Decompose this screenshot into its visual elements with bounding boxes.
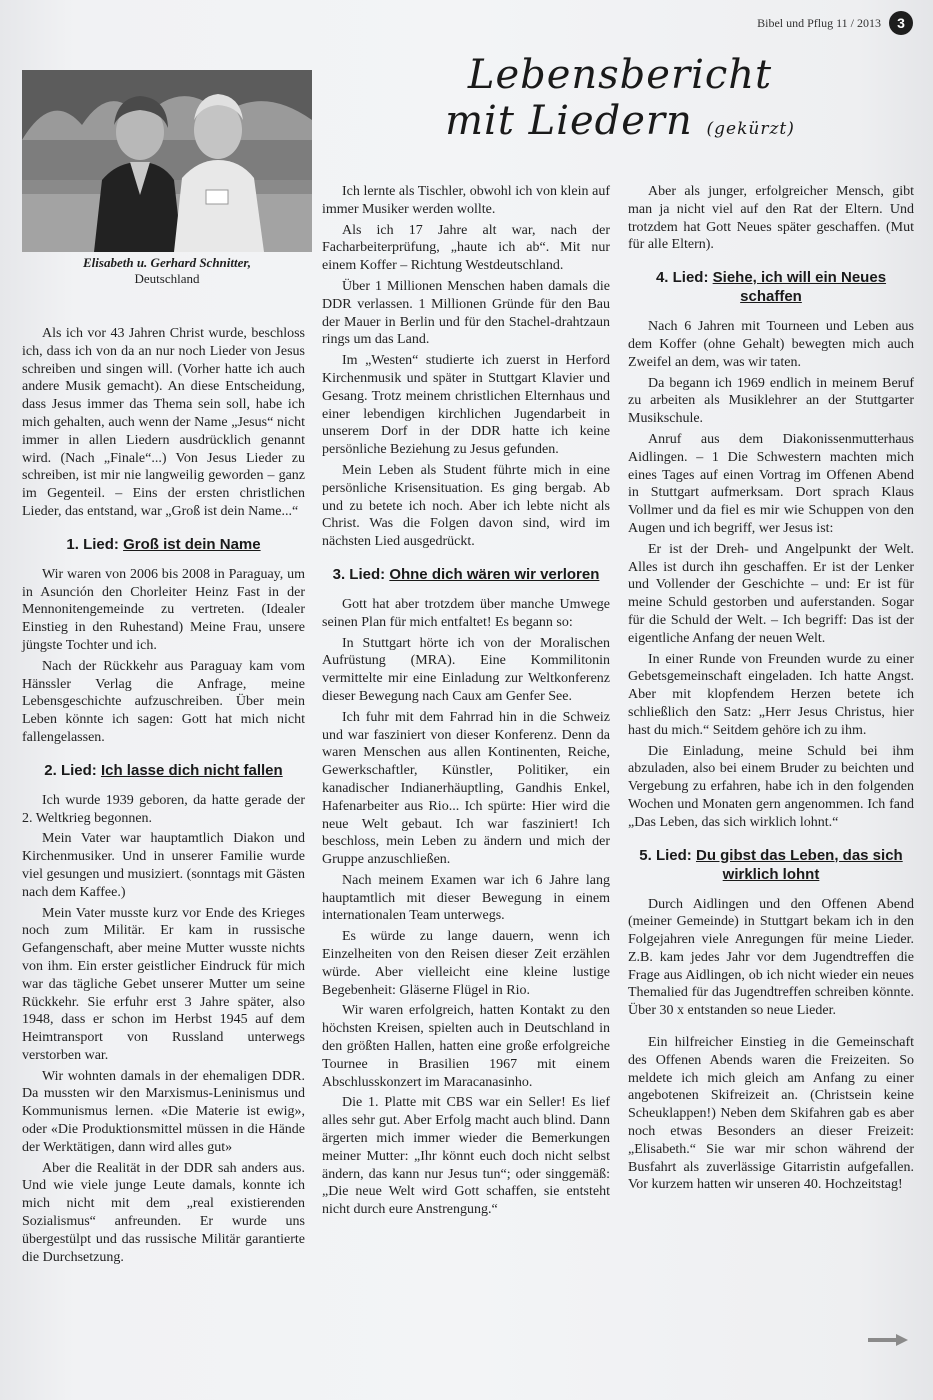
paragraph: Nach der Rückkehr aus Paraguay kam vom Hänssler Verlag die Anfrage, meine Lebensgeschichte aufzuschreiben. Über mein Leben könnte ich sagen: Gott hat mich nicht fallengelassen. (22, 658, 305, 745)
article-title (330, 52, 910, 152)
paragraph: Ich wurde 1939 geboren, da hatte gerade der 2. Weltkrieg begonnen. (22, 792, 305, 826)
song-title: Du gibst das Leben, das sich wirklich lohnt (695, 846, 903, 883)
column-2 (322, 183, 610, 1219)
paragraph: In einer Runde von Freunden wurde zu einer Gebetsgemeinschaft eingeladen. Ich hatte Angst. Aber mit klopfendem Herzen betete ich schließlich den Satz: „Herr Jesus Christus, hier hast du mich.“ Seitdem gehöre ich zu ihm. (628, 651, 914, 738)
paragraph: Nach meinem Examen war ich 6 Jahre lang hauptamtlich mit dieser Bewegung in einem internationalen Team unterwegs. (322, 872, 610, 924)
paragraph: Über 1 Millionen Menschen haben damals die DDR verlassen. 1 Millionen Gründe für den Bau der Mauer in Berlin und für den Stachel-drahtzaun rings um das Land. (322, 278, 610, 348)
paragraph: Mein Vater war hauptamtlich Diakon und Kirchenmusiker. Und in unserer Familie wurde viel gesungen und musiziert. (sonntags mit Gästen nach dem Kaffee.) (22, 831, 305, 900)
paragraph: Wir wohnten damals in der ehemaligen DDR. Da mussten wir den Marxismus-Leninismus und Kommunismus lernen. «Die Materie ist ewig», oder «Die Produktionsmittel müssen in die Hände der Werktätigen, dann wird alles gut» (22, 1068, 305, 1155)
song-heading-1 (22, 535, 305, 554)
paragraph: Es würde zu lange dauern, wenn ich Einzelheiten von den Reisen dieser Zeit erzählen würde. Aber vielleicht eine kleine lustige Begebenheit: Gläserne Flügel in Rio. (322, 929, 610, 998)
paragraph: Durch Aidlingen und den Offenen Abend (meiner Gemeinde) in Stuttgart bekam ich in den Folgejahren viele Anregungen für meine Lieder. Z.B. kam jedes Jahr vor dem Jugendtreffen die Frage aus Aidlingen, ob ich nicht wieder ein neues Themalied für das Jugendtreffen schreiben könnte. Über 30 x entstanden so neue Lieder. (628, 896, 914, 1019)
paragraph: Als ich 17 Jahre alt war, nach der Facharbeiterprüfung, „haute ich ab“. Mit nur einem Koffer – Richtung Westdeutschland. (322, 222, 610, 274)
page-number-badge: 3 (889, 11, 913, 35)
song-heading-2 (22, 761, 305, 780)
song-title: Groß ist dein Name (123, 535, 261, 553)
song-heading-5 (628, 846, 914, 884)
paragraph: Mein Leben als Student führte mich in eine persönliche Krisensituation. Es ging bergab. Ab und zu betete ich noch. Aber ich lebte nicht als Christ. Was die Folgen davon sind, wird im nächsten Lied ausgedrückt. (322, 462, 610, 550)
running-title: Bibel und Pflug 11 / 2013 (757, 15, 881, 30)
paragraph: Aber die Realität in der DDR sah anders aus. Und wie viele junge Leute damals, konnte ich mich nicht mit dem „real existierenden Sozialismus“ anfreunden. Er wurde uns übergestülpt und das russische Militär garantierte die Durchsetzung. (22, 1160, 305, 1265)
couple-photo (22, 70, 312, 252)
column-1 (22, 325, 305, 1266)
song-heading-3 (322, 565, 610, 584)
song-label: 2. Lied: (44, 761, 97, 779)
title-line-1: Lebensbericht (467, 52, 773, 98)
song-label: 1. Lied: (66, 535, 119, 553)
paragraph: Ich fuhr mit dem Fahrrad hin in die Schweiz und war fasziniert von dieser Konferenz. Denn da waren Menschen aus allen Kontinenten, Reiche, Gewerkschaftler, Künstler, Politiker, ein kanadischer Indianerhäuptling, Gandhis Enkel, Hafenarbeiter aus Rio... Ich spürte: Hier wird die neue Welt gebaut. Ich war fasziniert! Ich beschloss, mein Leben zu ändern und mich der Gruppe anzuschließen. (322, 709, 610, 868)
paragraph: Als ich vor 43 Jahren Christ wurde, beschloss ich, dass ich von da an nur noch Lieder von Jesus schreiben und singen will. (Vorher hatte ich auch andere Musik gemacht). An diese Entscheidung, dass Jesus immer das Thema sein soll, habe ich mich gehalten, auch wenn der Name „Jesus“ nicht immer in allen Liedern ausdrücklich genannt wird. (Nach „Finale“...) Von Jesus Lieder zu schreiben, ist mir nie langweilig geworden – ganz im Gegenteil. – Eins der ersten christlichen Lieder, das entstand, war „Groß ist dein Name...“ (22, 326, 305, 519)
song-title: Siehe, ich will ein Neues schaffen (712, 269, 887, 306)
paragraph: Da begann ich 1969 endlich in meinem Beruf zu arbeiten als Musiklehrer an der Stuttgarter Musikschule. (628, 375, 914, 427)
paragraph: Er ist der Dreh- und Angelpunkt der Welt. Alles ist durch ihn geschaffen. Er ist der Lenker und Vollender der Geschichte – und: Er ist für meine Schuld gestorben und auferstanden. Sogar für die Schuld der Welt. – Ich begriff: Das ist der eigentliche Anfang der neuen Welt. (628, 541, 914, 646)
song-label: 3. Lied: (332, 565, 386, 583)
column-3 (628, 183, 914, 1194)
paragraph: Wir waren von 2006 bis 2008 in Paraguay, um in Asunción den Chorleiter Heinz Fast in der Mennonitengemeinde zu vertreten. (Idealer Einstieg in den Ruhestand) Meine Frau, unsere jüngste Tochter und ich. (22, 566, 305, 653)
paragraph: In Stuttgart hörte ich von der Moralischen Aufrüstung (MRA). Eine Kommilitonin vermittelte mir eine Einladung zur Weltkonferenz dieser Bewegung nach Caux am Genfer See. (322, 635, 610, 704)
song-title: Ich lasse dich nicht fallen (100, 761, 283, 779)
paragraph: Ein hilfreicher Einstieg in die Gemeinschaft des Offenen Abends waren die Freizeiten. So meldete ich mich gleich am Anfang zu einer angebotenen Skifreizeit an. (Christsein keine Scheuklappen!) Neben dem Skifahren gab es aber noch etwas Besonders an dieser Freizeit: „Elisabeth.“ Sie war mir schon während der Busfahrt als zuverlässige Gitarristin aufgefallen. Vor kurzem hatten wir unseren 40. Hochzeitstag! (628, 1035, 914, 1193)
paragraph: Wir waren erfolgreich, hatten Kontakt zu den höchsten Kreisen, spielten auch in Deutschland in den größten Hallen, hatten eine große erfolgreiche Tournee in Brasilien 1967 mit einem Abschlusskonzert im Maracanasinho. (322, 1003, 610, 1090)
title-line-2 (330, 98, 910, 152)
arrow-right-icon (868, 1334, 908, 1346)
song-title: Ohne dich wären wir verloren (389, 565, 600, 583)
running-header (757, 10, 913, 36)
paragraph: Aber als junger, erfolgreicher Mensch, gibt man ja nicht viel auf den Rat der Eltern. Und trotzdem hat Gott Neues später geschaffen. (Mut für alle Eltern). (628, 184, 914, 253)
paragraph: Ich lernte als Tischler, obwohl ich von klein auf immer Musiker werden wollte. (322, 184, 610, 217)
paragraph: Die Einladung, meine Schuld bei ihm abzuladen, also bei einem Bruder zu beichten und Vergebung zu erfahren, habe ich in den folgenden Wochen und Monaten gern angenommen. Ich fand „Das Leben, das sich wirklich lohnt.“ (628, 743, 914, 830)
song-label: 4. Lied: (655, 269, 709, 287)
song-label: 5. Lied: (639, 846, 692, 864)
title-note: (gekürzt) (706, 119, 795, 139)
paragraph: Mein Vater musste kurz vor Ende des Krieges noch zum Militär. Er kam in russische Gefangenschaft, aber meine Mutter wusste nichts von ihm. Ein erster geistlicher Eindruck für mich war das tägliche Gebet unserer Mutter um seine Rückkehr. Sie erfuhr erst 3 Jahre später, also 1948, dass er schon im Herbst 1945 auf dem Heimtransport von Russland unterwegs verstorben war. (22, 905, 305, 1063)
paragraph: Im „Westen“ studierte ich zuerst in Herford Kirchenmusik und später in Stuttgart Klavier und Gesang. Trotz meinem christlichen Elternhaus und einer lebendigen kirchlichen Jugendarbeit in unserem Dorf in der DDR hatte ich keine persönliche Beziehung zu Jesus gefunden. (322, 353, 610, 458)
caption-names: Elisabeth u. Gerhard Schnitter, (83, 255, 251, 270)
paragraph: Die 1. Platte mit CBS war ein Seller! Es lief alles sehr gut. Aber Erfolg macht auch blind. Dann ärgerten mich immer wieder die Bemerkungen meiner Mutter: „Ihr könnt euch doch nicht selbst ändern, das kann nur Jesus tun“; oder singgemäß: „Die neue Welt wird Gott schaffen, sie entsteht nicht durch eure Anstrengung.“ (322, 1095, 610, 1218)
photo-caption (22, 255, 312, 287)
paragraph: Gott hat aber trotzdem über manche Umwege seinen Plan für mich entfaltet! Es begann so: (322, 596, 610, 630)
caption-place: Deutschland (134, 271, 200, 286)
song-heading-4 (628, 268, 914, 306)
paragraph: Anruf aus dem Diakonissenmutterhaus Aidlingen. – 1 Die Schwestern machten mich eines Tages auf einen Vortrag im Offenen Abend in Stuttgart aufmerksam. Dort sprach Klaus Vollmer und da fiel es mir wie Schuppen von den Augen und ich begriff, wer Jesus ist: (628, 431, 914, 536)
paragraph: Nach 6 Jahren mit Tourneen und Leben aus dem Koffer (ohne Gehalt) bewegten mich auch Zweifel an dem, was wir taten. (628, 319, 914, 370)
couple-photo-image (22, 70, 312, 252)
title-line-2-text: mit Liedern (445, 98, 693, 144)
